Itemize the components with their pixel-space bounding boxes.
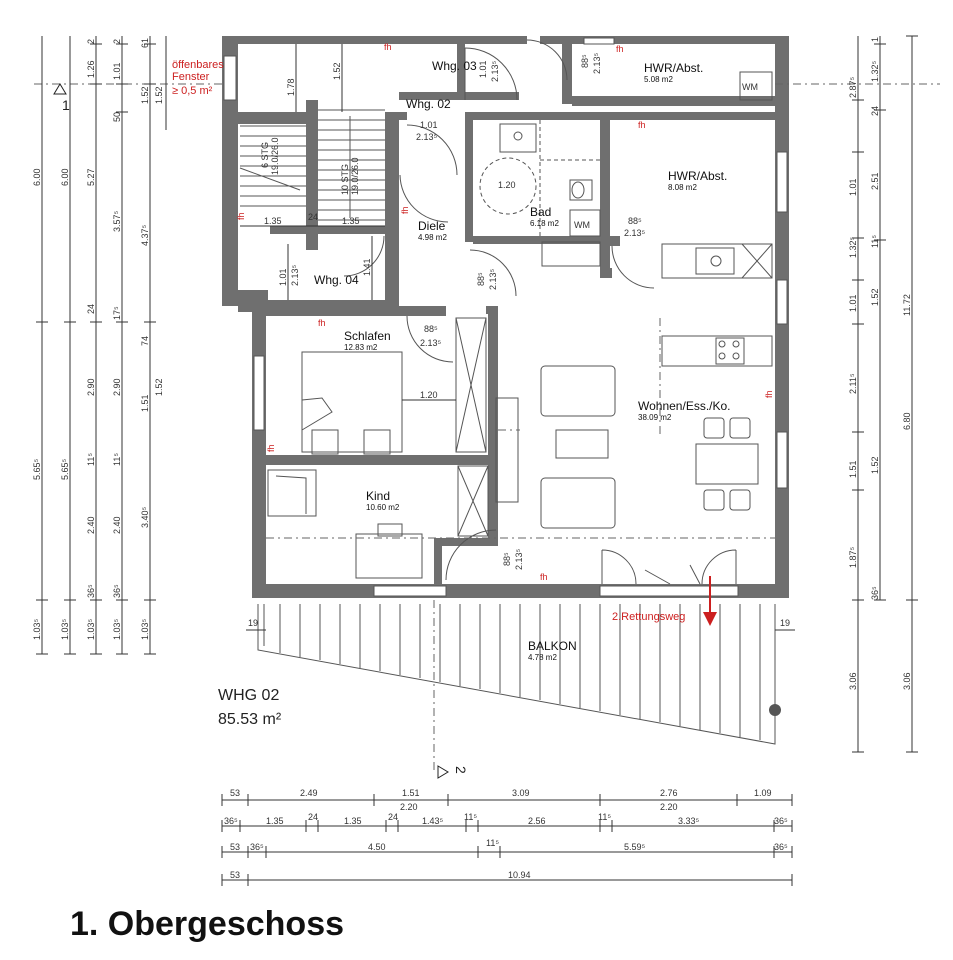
svg-text:2: 2	[453, 766, 469, 774]
dim-label: 1.87⁵	[848, 546, 858, 568]
dim-label: 5.65⁵	[32, 458, 42, 480]
fh-marker: fh	[616, 44, 624, 54]
dim-label: 5.59⁵	[624, 842, 646, 852]
fh-marker: fh	[764, 390, 774, 398]
dim-label: 6.00	[32, 168, 42, 186]
dim-label: 1.52	[870, 456, 880, 474]
dim-label: 11⁵	[112, 452, 122, 466]
dim-label: 1.01	[278, 268, 288, 286]
room-whg04-label: Whg. 04	[314, 273, 359, 287]
dim-label: 11⁵	[464, 812, 478, 822]
dim-label: 1.20	[420, 390, 438, 400]
room-wohnen-area: 38.09 m2	[638, 413, 672, 422]
dim-label: 2.20	[400, 802, 418, 812]
dim-label: 1.03⁵	[86, 618, 96, 640]
wm-label-1: WM	[742, 82, 758, 92]
fh-marker: fh	[266, 444, 276, 452]
dim-label: 2.13⁵	[420, 338, 442, 348]
dim-label: 3.06	[848, 672, 858, 690]
room-hwr2-area: 8.08 m2	[668, 183, 697, 192]
stair-left-ratio: 19.0/26.0	[270, 137, 280, 175]
room-kind-label: Kind	[366, 489, 391, 503]
dim-label: 36⁵	[774, 816, 788, 826]
window-note-line2: Fenster	[172, 71, 210, 83]
dim-label: 1.35	[264, 216, 282, 226]
dim-label: 36⁵	[86, 584, 96, 598]
dim-label: 2	[112, 38, 122, 44]
dim-label: 6.00	[60, 168, 70, 186]
fh-marker: fh	[540, 572, 548, 582]
dim-label: 11⁵	[598, 812, 612, 822]
dim-label: 1.03⁵	[112, 618, 122, 640]
dim-label: 53	[230, 870, 241, 880]
dim-label: 1.52	[332, 62, 342, 80]
dim-label: 1.52	[870, 288, 880, 306]
dim-label: 1.01	[848, 294, 858, 312]
escape-route-label: 2.Rettungsweg	[612, 611, 686, 623]
dim-label: 36⁵	[250, 842, 264, 852]
dim-label: 4.50	[368, 842, 386, 852]
stair-right-label: 10 STG	[340, 163, 350, 195]
dim-label: 3.40⁵	[140, 506, 150, 528]
axis-lines	[30, 84, 940, 770]
dim-label: 11.72	[902, 294, 912, 316]
dim-label: 1.52	[154, 86, 164, 104]
section-marker-2-icon	[438, 766, 469, 778]
fh-marker: fh	[318, 318, 326, 328]
dim-label: 2.13⁵	[514, 548, 524, 570]
dim-label: 1.41	[362, 258, 372, 276]
room-schlafen-area: 12.83 m2	[344, 343, 378, 352]
dim-label: 1.35	[344, 816, 362, 826]
room-hwr1-label: HWR/Abst.	[644, 61, 704, 75]
dim-label: 1.03⁵	[32, 618, 42, 640]
dim-label: 88⁵	[502, 552, 512, 566]
dim-label: 88⁵	[628, 216, 642, 226]
dim-label: 24	[870, 105, 880, 116]
fh-marker: fh	[400, 206, 410, 214]
room-balkon-area: 4.78 m2	[528, 653, 557, 662]
fh-marker: fh	[236, 212, 246, 220]
dim-label: 1.43⁵	[422, 816, 444, 826]
dim-label: 1.32⁵	[848, 236, 858, 258]
dim-label: 2.40	[112, 516, 122, 534]
room-kind-area: 10.60 m2	[366, 503, 400, 512]
dim-label: 88⁵	[580, 54, 590, 68]
dim-label: 36⁵	[774, 842, 788, 852]
balcony	[258, 604, 781, 744]
dim-label: 2.13⁵	[624, 228, 646, 238]
dim-label: 6.80	[902, 412, 912, 430]
dim-label: 1.51	[402, 788, 420, 798]
dim-label: 36⁵	[224, 816, 238, 826]
fh-marker: fh	[384, 42, 392, 52]
dim-label: 53	[230, 842, 241, 852]
dim-label: 1.35	[342, 216, 360, 226]
escape-route-arrow-icon	[703, 576, 717, 626]
section-marker-1-icon	[54, 84, 70, 113]
room-diele-label: Diele	[418, 219, 446, 233]
dim-label: 2.11⁵	[848, 373, 858, 394]
dim-label: 3.09	[512, 788, 530, 798]
unit-name: WHG 02	[218, 687, 280, 704]
dim-label: 50	[112, 111, 122, 122]
stair-right-ratio: 19.0/26.0	[350, 157, 360, 195]
floor-title: 1. Obergeschoss	[70, 905, 345, 943]
dim-label: 1.01	[420, 120, 438, 130]
dim-label: 10.94	[508, 870, 531, 880]
dim-label: 1.01	[478, 60, 488, 78]
dim-label: 2.49	[300, 788, 318, 798]
dim-label: 2.40	[86, 516, 96, 534]
window-note-line3: ≥ 0,5 m²	[172, 85, 213, 97]
dim-label: 1.01	[112, 62, 122, 80]
dim-label: 24	[86, 303, 96, 314]
dim-label: 1.51	[848, 460, 858, 478]
dim-label: 36⁵	[870, 586, 880, 600]
dim-label: 1.03⁵	[140, 618, 150, 640]
dim-label: 1.03⁵	[60, 618, 70, 640]
fh-marker: fh	[638, 120, 646, 130]
dim-label: 61	[140, 37, 150, 48]
dim-label: 1.20	[498, 180, 516, 190]
dim-label: 24	[308, 812, 319, 822]
dim-label: 19	[780, 618, 791, 628]
dim-label: 36⁵	[112, 584, 122, 598]
room-balkon-label: BALKON	[528, 639, 577, 653]
dim-label: 5.27	[86, 168, 96, 186]
room-bad-area: 6.18 m2	[530, 219, 559, 228]
dim-label: 2.20	[660, 802, 678, 812]
dim-label: 1	[870, 36, 880, 42]
dim-label: 17⁵	[112, 306, 122, 320]
room-bad-label: Bad	[530, 205, 552, 219]
dim-label: 2.13⁵	[592, 52, 602, 74]
room-wohnen-label: Wohnen/Ess./Ko.	[638, 399, 731, 413]
wm-label-2: WM	[574, 220, 590, 230]
dim-label: 2	[86, 38, 96, 44]
dim-label: 3.33⁵	[678, 816, 700, 826]
window-note-line1: öffenbares	[172, 59, 224, 71]
room-schlafen-label: Schlafen	[344, 329, 391, 343]
dim-label: 1.51	[140, 394, 150, 412]
room-whg02-label: Whg. 02	[406, 97, 451, 111]
dim-label: 1.78	[286, 78, 296, 96]
svg-text:1: 1	[62, 97, 70, 113]
dim-label: 88⁵	[424, 324, 438, 334]
dim-label: 2.13⁵	[416, 132, 438, 142]
right-dimensions	[848, 36, 918, 752]
dim-label: 1.52	[154, 378, 164, 396]
dim-label: 5.65⁵	[60, 458, 70, 480]
dim-label: 2.90	[86, 378, 96, 396]
dim-label: 3.57⁵	[112, 210, 122, 232]
dim-label: 3.06	[902, 672, 912, 690]
dim-label: 1.09	[754, 788, 772, 798]
dim-label: 74	[140, 335, 150, 346]
dim-label: 88⁵	[476, 272, 486, 286]
stair-left-label: 6 STG	[260, 141, 270, 168]
walls	[222, 36, 789, 598]
unit-area: 85.53 m²	[218, 711, 282, 728]
dim-label: 4.37⁵	[140, 224, 150, 246]
room-hwr1-area: 5.08 m2	[644, 75, 673, 84]
dim-label: 2.13⁵	[490, 60, 500, 82]
dim-label: 1.32⁵	[870, 60, 880, 82]
dim-label: 1.35	[266, 816, 284, 826]
room-diele-area: 4.98 m2	[418, 233, 447, 242]
dim-label: 2.56	[528, 816, 546, 826]
dim-label: 11⁵	[486, 838, 500, 848]
dim-label: 24	[388, 812, 399, 822]
dim-label: 1.01	[848, 178, 858, 196]
room-whg03-label: Whg. 03	[432, 59, 477, 73]
dim-label: 2.13⁵	[488, 268, 498, 290]
dim-label: 11⁵	[86, 452, 96, 466]
dim-label: 2.87⁵	[848, 76, 858, 98]
bottom-dimensions	[222, 788, 792, 886]
dim-label: 1.26	[86, 60, 96, 78]
dim-label: 1.52	[140, 86, 150, 104]
dim-label: 2.76	[660, 788, 678, 798]
dim-label: 53	[230, 788, 241, 798]
left-dimensions	[32, 36, 166, 654]
furniture	[268, 72, 772, 578]
dim-label: 2.13⁵	[290, 264, 300, 286]
dim-label: 11⁵	[870, 234, 880, 248]
dim-label: 2.90	[112, 378, 122, 396]
dim-label: 19	[248, 618, 259, 628]
dim-label: 2.51	[870, 172, 880, 190]
dim-label: 24	[308, 212, 319, 222]
room-hwr2-label: HWR/Abst.	[668, 169, 728, 183]
